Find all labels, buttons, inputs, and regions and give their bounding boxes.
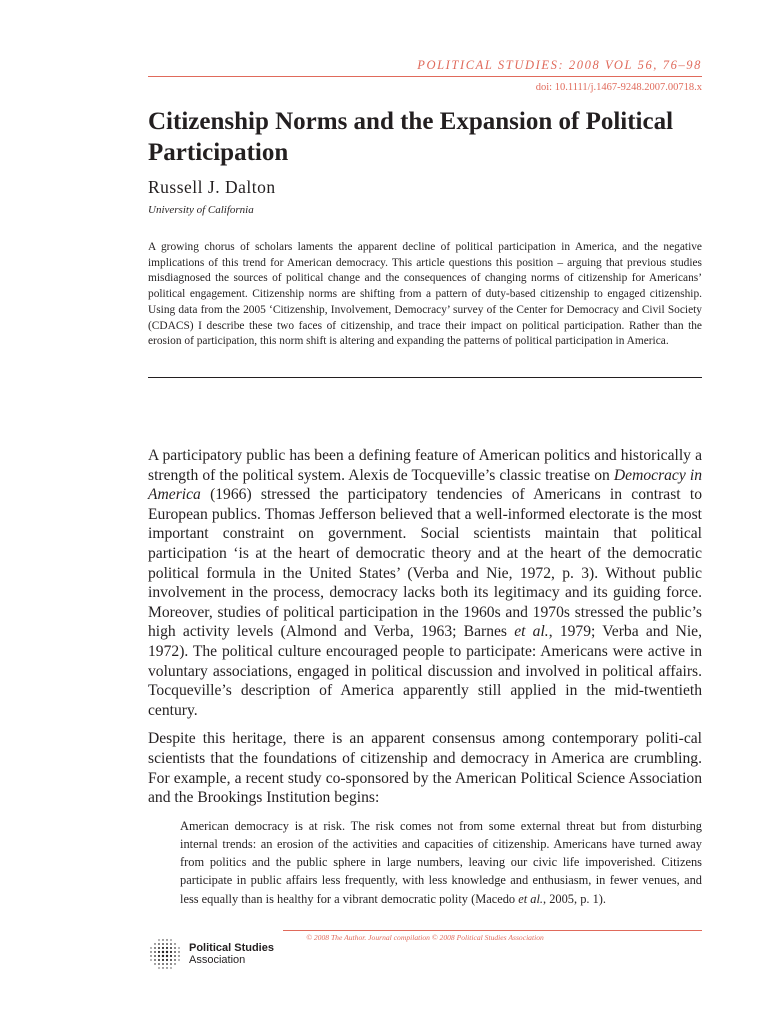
p1-book-title: Democracy in America xyxy=(148,466,703,504)
psa-logo xyxy=(148,937,274,971)
doi: doi: 10.1111/j.1467-9248.2007.00718.x xyxy=(535,82,702,93)
dot-grid-icon xyxy=(148,937,182,971)
p1-text-a: A participatory public has been a defining feature of American politics and historically a strength of the political system. Alexis de Tocqueville’s classic treatise on xyxy=(148,447,702,484)
copyright: © 2008 The Author. Journal compilation © 2008 Political Studies Association xyxy=(306,933,544,942)
author-name: Russell J. Dalton xyxy=(148,177,276,197)
quote-et-al: et al. xyxy=(518,891,544,906)
abstract-rule xyxy=(148,377,702,378)
body-paragraph-1 xyxy=(148,446,702,720)
author-affiliation: University of California xyxy=(148,204,254,216)
abstract: A growing chorus of scholars laments the apparent decline of political participation in America, and the negative implications of this trend for American democracy. This article questions this position – arguing that previous studies misdiagnosed the sources of political change and the consequences of changing norms of citizenship for Americans’ political engagement. Citizenship norms are shifting from a pattern of duty-based citizenship to engaged citizenship. Using data from the 2005 ‘Citizenship, Involvement, Democracy’ survey of the Center for Democracy and Civil Society (CDACS) I describe these two faces of citizenship, and trace their impact on political participation. Rather than the erosion of participation, this norm shift is altering and expanding the patterns of political participation in America. xyxy=(148,241,702,348)
journal-header: POLITICAL STUDIES: 2008 VOL 56, 76–98 xyxy=(417,58,702,72)
p1-text-e: , 1979; Verba and Nie, 1972). The political culture encouraged people to participate: Americans were active in voluntary associations, engaged in political discussion and involved in political affairs. Tocqueville’s description of America apparently still applied in the mid-twentieth century. xyxy=(148,623,702,719)
article-title: Citizenship Norms and the Expansion of Political Participation xyxy=(148,108,674,166)
block-quote xyxy=(180,817,702,908)
footer-rule xyxy=(283,930,702,931)
header-rule xyxy=(148,76,702,77)
body-paragraph-2: Despite this heritage, there is an apparent consensus among contemporary politi-cal scientists that the foundations of citizenship and democracy in America are crumbling. For example, a recent study co-sponsored by the American Political Science Association and the Brookings Institution begins: xyxy=(148,730,702,807)
p1-text-c: (1966) stressed the participatory tendencies of Americans in contrast to European publics. Thomas Jefferson believed that a well-informed electorate is the most important constraint on government. Social scientists maintain that political participation ‘is at the heart of democratic theory and at the heart of the democratic political formula in the United States’ (Verba and Nie, 1972, p. 3). Without public involvement in the process, democracy lacks both its legitimacy and its guiding force. Moreover, studies of political participation in the 1960s and 1970s stressed the public’s high activity levels (Almond and Verba, 1963; Barnes xyxy=(148,486,702,641)
p1-et-al: et al. xyxy=(514,623,549,641)
article-body xyxy=(148,446,702,908)
logo-line-1: Political Studies xyxy=(189,941,274,954)
quote-text-a: American democracy is at risk. The risk comes not from some external threat but from disturbing internal trends: an erosion of the activities and capacities of citizenship. Americans have turned away from politics and the public sphere in large numbers, leaving our civic life impoverished. Citizens participate in public affairs less frequently, with less knowledge and enthusiasm, in fewer venues, and less equally than is healthy for a vibrant democratic polity (Macedo xyxy=(180,818,702,906)
quote-text-c: , 2005, p. 1). xyxy=(543,891,606,906)
logo-line-2: Association xyxy=(189,954,246,966)
